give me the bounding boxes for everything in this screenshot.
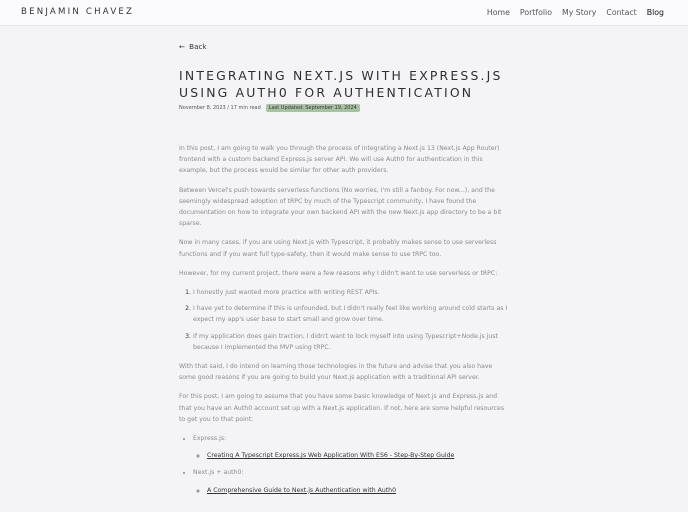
- list-item: [207, 485, 509, 496]
- article-meta: [179, 104, 360, 112]
- article-title: INTEGRATING NEXT.JS WITH EXPRESS.JS USING AUTH0 FOR AUTHENTICATION: [179, 68, 503, 100]
- paragraph-with-that: With that said, I do intend on learning those technologies in the future and advise that you also have some good reasons if you are going to build your Next.js application with a traditional API server.: [179, 363, 493, 382]
- nav-my-story[interactable]: My Story: [561, 8, 597, 17]
- resources-list: [179, 433, 509, 496]
- arrow-left-icon: ←: [179, 43, 185, 51]
- resource-label: Next.js + auth0:: [193, 469, 244, 477]
- resource-label: Express.js:: [193, 435, 227, 443]
- main-nav: [477, 8, 664, 17]
- last-updated-badge: Last Updated: September 19, 2024: [266, 104, 360, 112]
- top-navbar: [0, 0, 688, 26]
- paragraph-reasons-intro: However, for my current project, there were a few reasons why I didn't want to use serverless or tRPC:: [179, 269, 498, 277]
- resource-link-express[interactable]: Creating A Typescript Express.Js Web Application With ES6 - Step-By-Step Guide: [207, 452, 455, 460]
- resource-link-auth0[interactable]: A Comprehensive Guide to Next.js Authentication with Auth0: [207, 486, 397, 494]
- list-item: 3. If my application does gain traction, I didn't want to lock myself into using Typescript+Node.js just because I implemented the MVP using tRPC.: [193, 331, 509, 353]
- list-item: [193, 467, 509, 495]
- reasons-list: [179, 287, 509, 353]
- article-body: [179, 143, 509, 502]
- list-item: [207, 450, 509, 461]
- paragraph-intro: In this post, I am going to walk you through the process of integrating a Next.js 13 (Next.js App Router) frontend with a custom backend Express.js server API. We will use Auth0 for authentication in this example, but the process would be similar for other auth providers.: [179, 145, 500, 175]
- nav-portfolio[interactable]: Portfolio: [519, 8, 552, 17]
- paragraph-vercel: Between Vercel's push towards serverless functions (No worries, I'm still a fanboy. For now...), and the seemingly widespread adoption of tRPC by much of the Typescript community, I have found the documentation on how to integrate your own backend API with the new Next.js app directory to be a bit sparse.: [179, 186, 502, 228]
- nav-blog[interactable]: Blog: [646, 8, 664, 17]
- back-label: Back: [189, 42, 207, 51]
- nav-home[interactable]: Home: [486, 8, 510, 17]
- paragraph-cases: Now in many cases, if you are using Next.js with Typescript, it probably makes sense to use serverless functions and if you want full type-safety, then it would make sense to use tRPC too.: [179, 239, 497, 258]
- list-item: 1. I honestly just wanted more practice with writing REST APIs.: [193, 287, 509, 298]
- back-link[interactable]: [179, 42, 207, 51]
- resource-sublist: [193, 450, 509, 461]
- publish-date: November 8, 2023 / 17 min read: [179, 105, 261, 111]
- nav-contact[interactable]: Contact: [606, 8, 637, 17]
- paragraph-assumptions: For this post, I am going to assume that you have some basic knowledge of Next.js and Express.js and that you have an Auth0 account set up with a Next.js application. If not, here are some helpful resources to get you to that point:: [179, 393, 505, 423]
- resource-sublist: [193, 485, 509, 496]
- site-brand[interactable]: BENJAMIN CHAVEZ: [21, 7, 135, 17]
- list-item: [193, 433, 509, 461]
- list-item: 2. I have yet to determine if this is unfounded, but I didn't really feel like working around cold starts as I expect my app's user base to start small and grow over time.: [193, 303, 509, 325]
